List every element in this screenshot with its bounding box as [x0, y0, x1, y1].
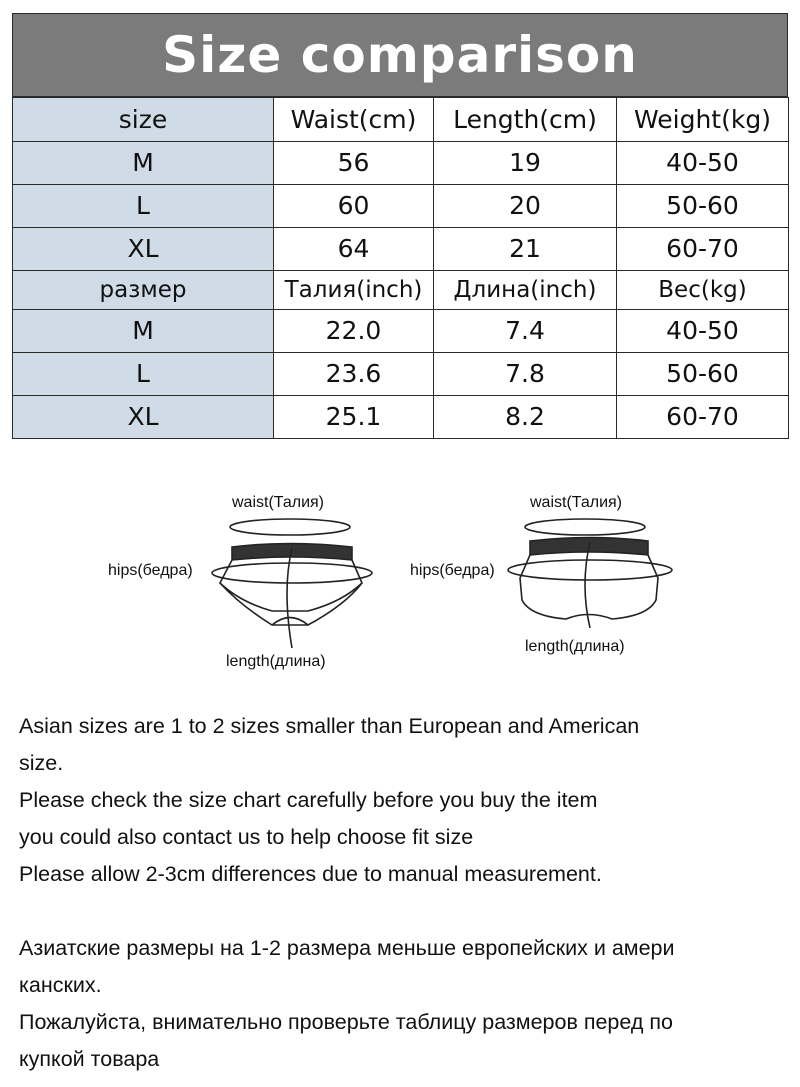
table-cell: 25.1 — [274, 396, 434, 439]
table-cell: 64 — [274, 228, 434, 271]
length-label-right: length(длина) — [525, 638, 625, 655]
hips-ellipse-right — [508, 560, 672, 580]
table-row — [13, 228, 789, 271]
table-cell: 19 — [434, 142, 617, 185]
table-cell: 20 — [434, 185, 617, 228]
underwear-illustration — [0, 470, 800, 690]
size-notes — [19, 708, 789, 1078]
table-cell: 23.6 — [274, 353, 434, 396]
header-cell: Вес(kg) — [617, 271, 789, 310]
header-cell: Weight(kg) — [617, 98, 789, 142]
table-row — [13, 353, 789, 396]
table-row — [13, 142, 789, 185]
header-cell: Waist(cm) — [274, 98, 434, 142]
table-cell: 7.4 — [434, 310, 617, 353]
table-cell: 21 — [434, 228, 617, 271]
table-cell: 60-70 — [617, 396, 789, 439]
briefs-body-left — [220, 560, 362, 625]
note-line: size. — [19, 751, 64, 775]
table-row — [13, 396, 789, 439]
table-row — [13, 185, 789, 228]
waist-label-left: waist(Талия) — [232, 494, 324, 511]
measurement-diagram — [0, 470, 800, 690]
hips-label-left: hips(бедра) — [108, 562, 193, 579]
table-cell: M — [13, 142, 274, 185]
note-line: Пожалуйста, внимательно проверьте таблицу размеров перед по — [19, 1010, 673, 1034]
header-cell: размер — [13, 271, 274, 310]
table-cell: 22.0 — [274, 310, 434, 353]
header-cell: Длина(inch) — [434, 271, 617, 310]
note-line: канских. — [19, 973, 102, 997]
table-cell: XL — [13, 396, 274, 439]
waistband-left — [232, 544, 352, 561]
boxer-body-right — [520, 555, 658, 619]
waist-label-right: waist(Талия) — [530, 494, 622, 511]
table-cell: 40-50 — [617, 142, 789, 185]
table-cell: XL — [13, 228, 274, 271]
table-cell: 56 — [274, 142, 434, 185]
note-line: Please check the size chart carefully before you buy the item — [19, 788, 598, 812]
note-line: купкой товара — [19, 1047, 160, 1071]
table-cell: L — [13, 185, 274, 228]
header-cell: size — [13, 98, 274, 142]
table-header-row — [13, 271, 789, 310]
table-cell: 8.2 — [434, 396, 617, 439]
waist-ellipse-right — [525, 519, 645, 535]
waist-ellipse-left — [230, 519, 350, 535]
table-cell: 40-50 — [617, 310, 789, 353]
table-cell: 60 — [274, 185, 434, 228]
table-cell: 50-60 — [617, 353, 789, 396]
table-cell: M — [13, 310, 274, 353]
page-title: Size comparison — [12, 13, 788, 97]
header-cell: Length(cm) — [434, 98, 617, 142]
table-header-row — [13, 98, 789, 142]
table-cell: L — [13, 353, 274, 396]
note-line: Asian sizes are 1 to 2 sizes smaller than European and American — [19, 714, 640, 738]
table-row — [13, 310, 789, 353]
note-line: Please allow 2-3cm differences due to manual measurement. — [19, 862, 602, 886]
table-cell: 50-60 — [617, 185, 789, 228]
hips-label-right: hips(бедра) — [410, 562, 495, 579]
note-line: you could also contact us to help choose fit size — [19, 825, 474, 849]
length-label-left: length(длина) — [226, 653, 326, 670]
hips-ellipse-left — [212, 563, 372, 583]
size-table — [12, 97, 789, 439]
table-cell: 7.8 — [434, 353, 617, 396]
table-cell: 60-70 — [617, 228, 789, 271]
note-line: Азиатские размеры на 1-2 размера меньше европейских и амери — [19, 936, 675, 960]
header-cell: Талия(inch) — [274, 271, 434, 310]
